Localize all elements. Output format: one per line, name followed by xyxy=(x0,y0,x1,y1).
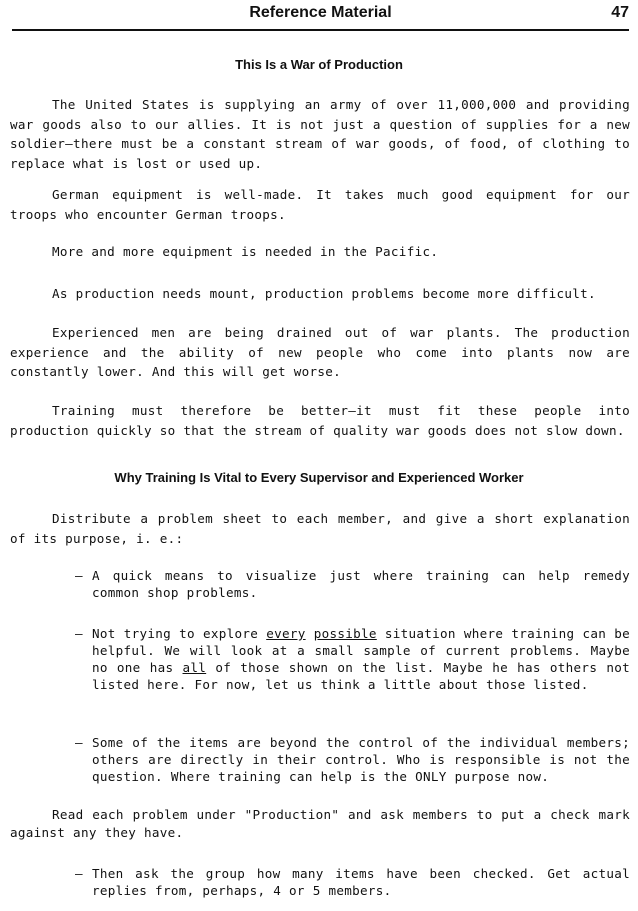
bullet-beyond-control xyxy=(75,734,630,785)
paragraph-pacific: More and more equipment is needed in the Pacific. xyxy=(52,244,439,259)
header-title: Reference Material xyxy=(249,4,392,21)
bullet-text xyxy=(92,625,630,693)
header-rule xyxy=(12,29,629,31)
paragraph-distribute-sheet: Distribute a problem sheet to each member, and give a short explanation of its purpose, i. e.: xyxy=(10,511,630,546)
bullet-text-part: Not trying to explore xyxy=(92,626,267,641)
bullet-dash: – xyxy=(75,735,83,750)
paragraph-production-needs: As production needs mount, production problems become more difficult. xyxy=(52,286,596,301)
paragraph-army-supply: The United States is supplying an army of over 11,000,000 and providing war goods also to our allies. It is not just a question of supplies for a new soldier—there must be a constant stream of war goods, of food, of clothing to replace what is lost or used up. xyxy=(10,97,630,171)
page-header xyxy=(12,0,629,31)
bullet-ask-group xyxy=(75,865,630,899)
section-heading-war-of-production: This Is a War of Production xyxy=(235,57,403,72)
bullet-not-trying xyxy=(75,625,630,693)
paragraph-german-equipment: German equipment is well-made. It takes much good equipment for our troops who encounter German troops. xyxy=(10,187,630,222)
paragraph-read-problem: Read each problem under "Production" and ask members to put a check mark against any they have. xyxy=(10,807,630,840)
underlined-word-all: all xyxy=(182,660,207,675)
underlined-word-every: every xyxy=(266,626,306,641)
bullet-text: A quick means to visualize just where training can help remedy common shop problems. xyxy=(92,568,630,600)
page-number: 47 xyxy=(611,4,629,21)
bullet-dash: – xyxy=(75,866,83,881)
paragraph-training-better: Training must therefore be better—it must fit these people into production quickly so that the stream of quality war goods does not slow down. xyxy=(10,403,630,438)
bullet-text-part: of those shown on the list. Maybe he has others not listed here. For now, let us think a little about those listed. xyxy=(92,660,630,692)
section-heading-why-training: Why Training Is Vital to Every Supervisor and Experienced Worker xyxy=(114,470,524,485)
bullet-text: Some of the items are beyond the control of the individual members; others are directly in their control. Who is responsible is not the question. Where training can help is the ONLY purpose now. xyxy=(92,735,630,784)
bullet-dash: – xyxy=(75,568,83,583)
bullet-text: Then ask the group how many items have been checked. Get actual replies from, perhaps, 4 or 5 members. xyxy=(92,866,630,898)
bullet-text-part xyxy=(306,626,314,641)
bullet-dash: – xyxy=(75,626,83,641)
bullet-text-part: situation where training can be helpful. We will look at a small sample of current problems. Maybe no one has xyxy=(92,626,630,675)
bullet-quick-means xyxy=(75,567,630,601)
underlined-word-possible: possible xyxy=(313,626,377,641)
paragraph-experienced-men: Experienced men are being drained out of war plants. The production experience and the ability of new people who come into plants now are constantly lower. And this will get worse. xyxy=(10,325,630,379)
